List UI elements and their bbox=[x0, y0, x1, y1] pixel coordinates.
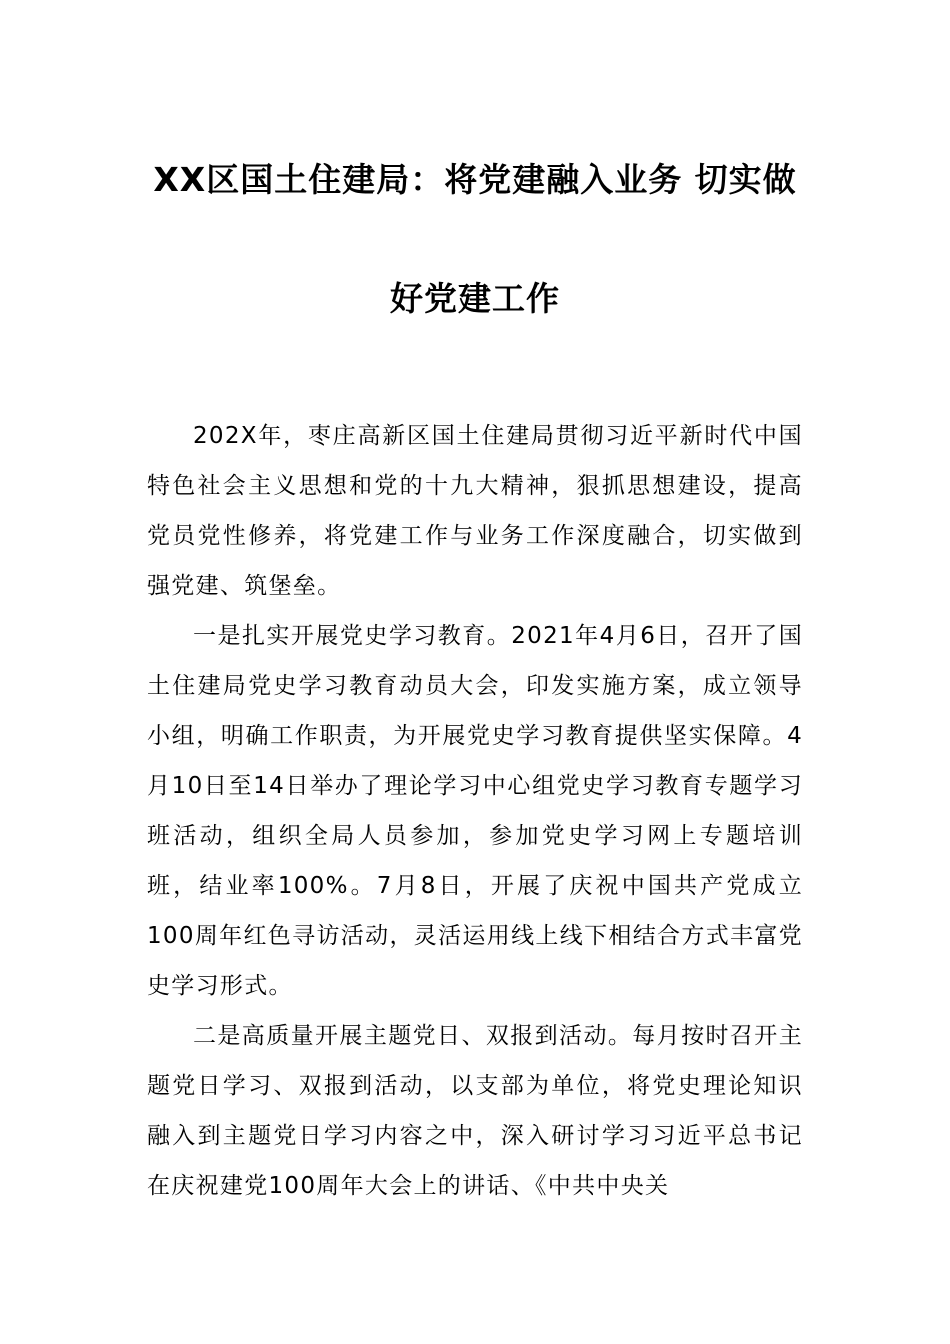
paragraph-theme-day: 二是高质量开展主题党日、双报到活动。每月按时召开主题党日学习、双报到活动，以支部为单位，将党史理论知识融入到主题党日学习内容之中，深入研讨学习习近平总书记在庆祝建党100周年大会上的讲话、《中共中央关 bbox=[147, 1023, 803, 1199]
document-body bbox=[147, 411, 803, 1211]
document-title-line-2: 好党建工作 bbox=[390, 279, 560, 318]
paragraph-intro: 202X年，枣庄高新区国土住建局贯彻习近平新时代中国特色社会主义思想和党的十九大精神，狠抓思想建设，提高党员党性修养，将党建工作与业务工作深度融合，切实做到强党建、筑堡垒。 bbox=[147, 423, 803, 599]
paragraph-party-history: 一是扎实开展党史学习教育。2021年4月6日，召开了国土住建局党史学习教育动员大会，印发实施方案，成立领导小组，明确工作职责，为开展党史学习教育提供坚实保障。4月10日至14日举办了理论学习中心组党史学习教育专题学习班活动，组织全局人员参加，参加党史学习网上专题培训班，结业率100%。7月8日，开展了庆祝中国共产党成立100周年红色寻访活动，灵活运用线上线下相结合方式丰富党史学习形式。 bbox=[147, 623, 803, 999]
document-title-line-1: XX区国土住建局：将党建融入业务 切实做 bbox=[153, 160, 797, 199]
